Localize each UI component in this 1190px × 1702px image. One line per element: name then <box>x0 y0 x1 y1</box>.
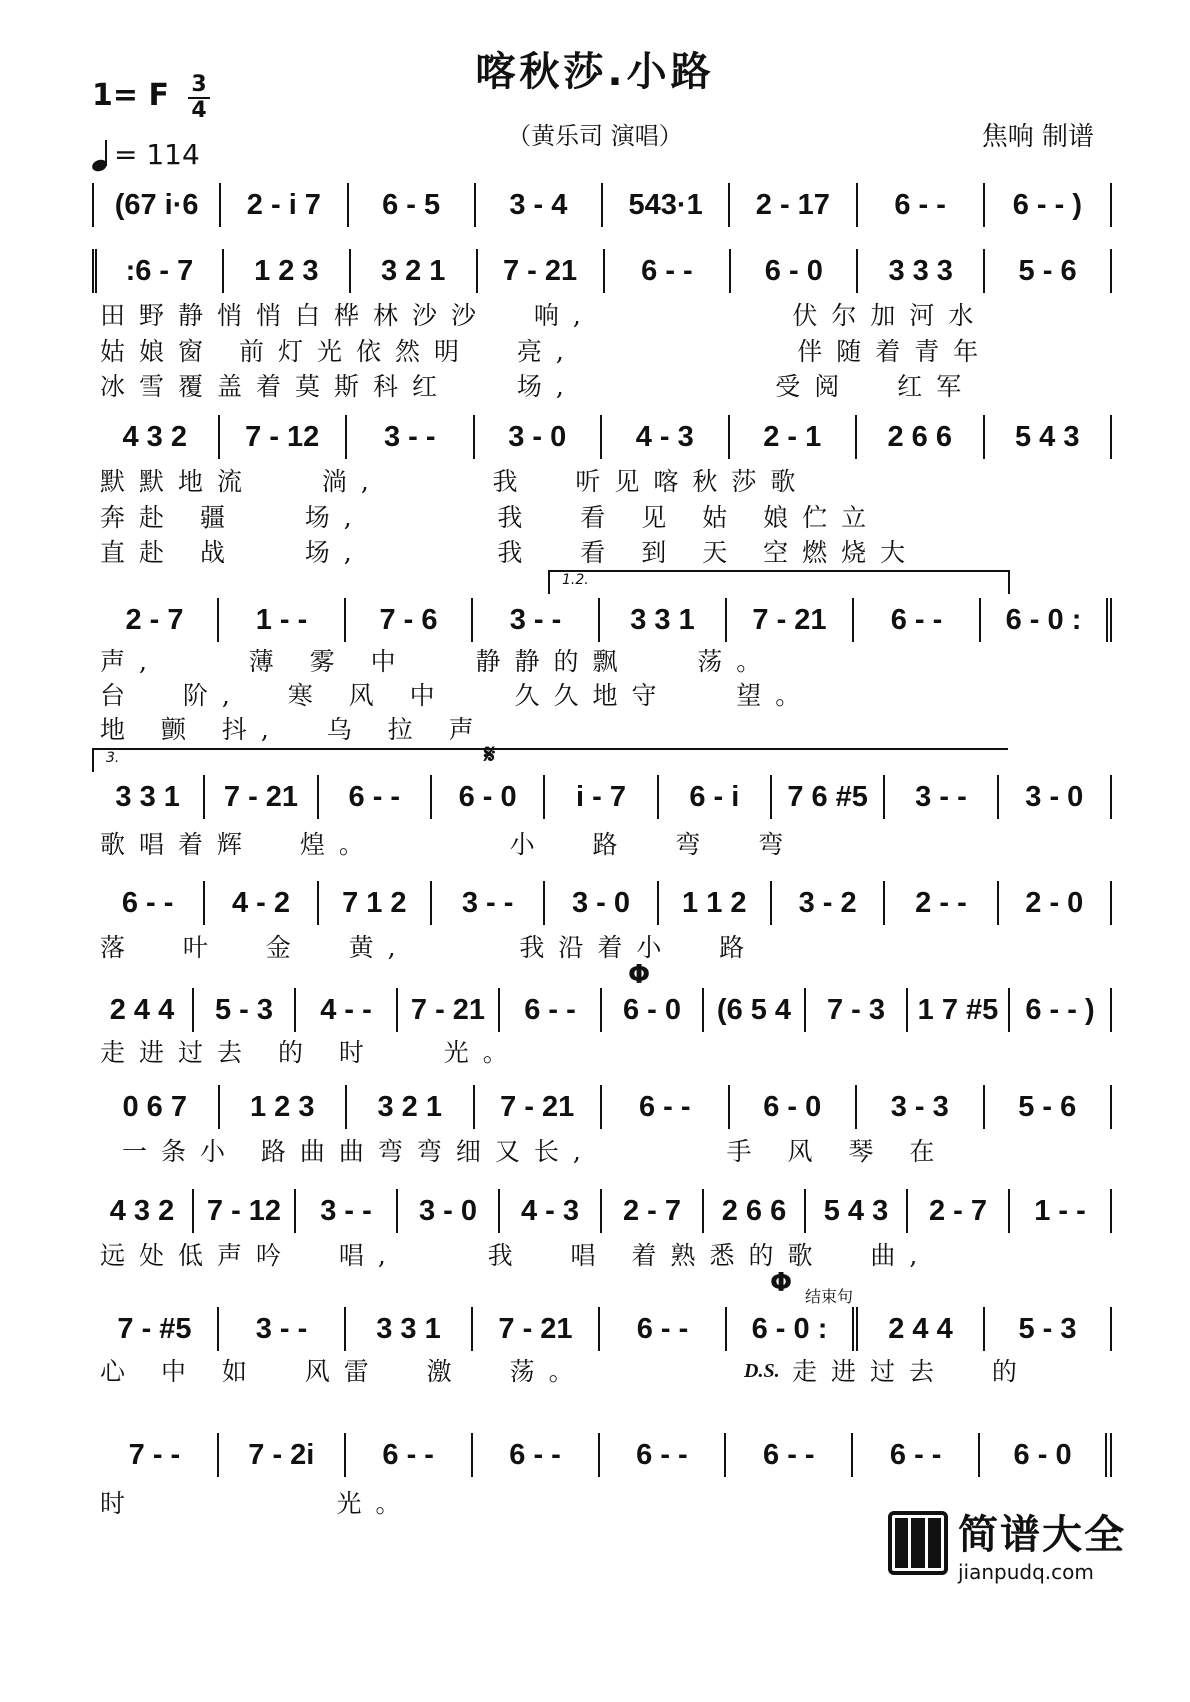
score-row-9 <box>92 1186 1112 1236</box>
volta-label: 1.2. <box>562 572 589 588</box>
logo-url: jianpudq.com <box>958 1559 1094 1584</box>
measure: 7 - 21 <box>478 249 605 293</box>
measure: 6 - 5 <box>349 183 476 227</box>
measure: 3 - 3 <box>857 1085 985 1129</box>
measure: 3 - - <box>885 775 998 819</box>
score-row-7 <box>92 985 1112 1035</box>
measure: 3 3 1 <box>346 1307 473 1351</box>
volta-bracket-2 <box>92 748 1008 772</box>
arranger-credit: 焦响 制谱 <box>981 122 1094 152</box>
measure: 2 - 7 <box>92 598 219 642</box>
measure: 5 4 3 <box>985 415 1113 459</box>
measure: 7 - 2i <box>219 1433 346 1477</box>
measure: 3 - 0 <box>999 775 1112 819</box>
lyric-line: 奔赴 疆 场, 我 看 见 姑 娘伫立 <box>100 503 881 532</box>
lyric-line: 默默地流 淌, 我 听见喀秋莎歌 <box>100 467 810 496</box>
measure: 3 3 3 <box>858 249 985 293</box>
measure: 3 - 2 <box>772 881 885 925</box>
lyric-line: 时 光。 <box>100 1489 415 1518</box>
score-row-3 <box>92 412 1112 462</box>
measure: 6 - - <box>346 1433 473 1477</box>
measure: 1 - - <box>219 598 346 642</box>
score-row-2 <box>92 246 1112 296</box>
measure: 3 - - <box>296 1189 398 1233</box>
time-signature <box>188 74 210 122</box>
measure: 1 - - <box>1010 1189 1112 1233</box>
measure: 6 - - <box>600 1307 727 1351</box>
measure: 2 - 7 <box>908 1189 1010 1233</box>
measure: 6 - 0 <box>730 1085 858 1129</box>
measure: 7 - 21 <box>727 598 854 642</box>
coda-icon: Φ <box>628 960 651 990</box>
song-title: 喀秋莎.小路 <box>475 49 715 95</box>
measure: 6 - - <box>858 183 985 227</box>
measure: 7 - 12 <box>194 1189 296 1233</box>
measure: 4 - - <box>296 988 398 1032</box>
measure: 6 - i <box>659 775 772 819</box>
meter-top: 3 <box>191 72 207 97</box>
measure: 6 - - <box>853 1433 980 1477</box>
measure: 2 - - <box>885 881 998 925</box>
measure: 3 2 1 <box>351 249 478 293</box>
score-row-5 <box>92 772 1112 822</box>
measure: 3 - - <box>432 881 545 925</box>
lyric-line: 地 颤 抖, 乌 拉 声 <box>100 715 488 744</box>
piano-keys-icon <box>888 1511 948 1575</box>
lyric-line: 台 阶, 寒 风 中 久久地守 望。 <box>100 681 815 710</box>
measure: 3 - 0 <box>545 881 658 925</box>
score-row-6 <box>92 878 1112 928</box>
measure: 2 4 4 <box>92 988 194 1032</box>
measure: 6 - - <box>500 988 602 1032</box>
measure: 5 - 6 <box>985 249 1112 293</box>
segno-icon: 𝄋 <box>484 740 496 770</box>
performer-credit: （黄乐司 演唱） <box>507 122 683 150</box>
measure: 7 - 12 <box>220 415 348 459</box>
measure: 2 - 7 <box>602 1189 704 1233</box>
measure: 3 2 1 <box>347 1085 475 1129</box>
measure: 1 2 3 <box>220 1085 348 1129</box>
lyric-line: 田野静悄悄白桦林沙沙 响, 伏尔加河水 <box>100 301 988 330</box>
measure: 1 1 2 <box>659 881 772 925</box>
measure: 7 - - <box>92 1433 219 1477</box>
measure: 7 - #5 <box>92 1307 219 1351</box>
lyric-line: 远处低声吟 唱, 我 唱 着熟悉的歌 曲, <box>100 1241 932 1270</box>
measure: 6 - - <box>92 881 205 925</box>
lyric-line: 姑娘窗 前灯光依然明 亮, 伴随着青年 <box>100 337 993 366</box>
volta-label: 3. <box>106 750 120 766</box>
meter-bottom: 4 <box>191 98 207 123</box>
logo-name: 简谱大全 <box>958 1511 1126 1558</box>
measure: 7 1 2 <box>319 881 432 925</box>
measure: 6 - 0 : <box>727 1307 858 1351</box>
lyric-line: 声, 薄 雾 中 静静的飘 荡。 <box>100 647 776 676</box>
coda-icon: Φ <box>770 1268 793 1298</box>
measure: i - 7 <box>545 775 658 819</box>
score-row-4 <box>92 595 1112 645</box>
lyric-line: 落 叶 金 黄, 我沿着小 路 <box>100 933 759 962</box>
measure: 3 - - <box>347 415 475 459</box>
measure: 6 - 0 <box>432 775 545 819</box>
measure: 7 - 6 <box>346 598 473 642</box>
measure: (6 5 4 <box>704 988 806 1032</box>
measure: 2 4 4 <box>858 1307 985 1351</box>
measure: 4 3 2 <box>92 415 220 459</box>
measure: 6 - - <box>600 1433 727 1477</box>
measure: 6 - - ) <box>985 183 1112 227</box>
measure: 3 - 0 <box>398 1189 500 1233</box>
measure: 7 - 21 <box>475 1085 603 1129</box>
lyric-line: 歌唱着辉 煌。 小 路 弯 弯 <box>100 830 798 859</box>
measure: 5 - 6 <box>985 1085 1113 1129</box>
lyric-line: 走进过去 的 时 光。 <box>100 1038 522 1067</box>
measure: 3 3 1 <box>600 598 727 642</box>
measure: 543·1 <box>603 183 730 227</box>
measure: 2 - 0 <box>999 881 1112 925</box>
score-row-1 <box>92 180 1112 230</box>
measure: 2 6 6 <box>704 1189 806 1233</box>
measure: 3 - 0 <box>475 415 603 459</box>
coda-label: 结束句 <box>805 1287 854 1306</box>
measure: 6 - - <box>473 1433 600 1477</box>
measure: 0 6 7 <box>92 1085 220 1129</box>
measure: 5 - 3 <box>985 1307 1112 1351</box>
measure: 6 - - <box>854 598 981 642</box>
score-row-8 <box>92 1082 1112 1132</box>
measure: 6 - - <box>726 1433 853 1477</box>
score-row-10 <box>92 1304 1112 1354</box>
lyric-line: 直赴 战 场, 我 看 到 天 空燃烧大 <box>100 538 920 567</box>
measure: 6 - - <box>602 1085 730 1129</box>
measure: 5 - 3 <box>194 988 296 1032</box>
measure: 4 - 2 <box>205 881 318 925</box>
volta-bracket-1 <box>548 570 1010 594</box>
measure: 3 - 4 <box>476 183 603 227</box>
measure: 6 - 0 <box>731 249 858 293</box>
measure: 7 6 #5 <box>772 775 885 819</box>
lyric-line: 冰雪覆盖着莫斯科红 场, 受阅 红军 <box>100 372 976 401</box>
site-logo <box>888 1500 1184 1586</box>
lyric-line: 心 中 如 风雷 激 荡。 <box>100 1357 588 1386</box>
measure: 7 - 21 <box>205 775 318 819</box>
measure: 3 3 1 <box>92 775 205 819</box>
measure: 4 3 2 <box>92 1189 194 1233</box>
measure: 5 4 3 <box>806 1189 908 1233</box>
measure: 6 - - ) <box>1010 988 1112 1032</box>
measure: 3 - - <box>473 598 600 642</box>
measure: 6 - 0 <box>602 988 704 1032</box>
measure: 2 - 1 <box>730 415 858 459</box>
measure: 2 6 6 <box>857 415 985 459</box>
tempo-value: = 114 <box>114 138 200 171</box>
measure: 6 - 0 <box>980 1433 1112 1477</box>
measure: 1 7 #5 <box>908 988 1010 1032</box>
key-signature: 1= F <box>92 78 169 113</box>
measure: 1 2 3 <box>224 249 351 293</box>
measure: 7 - 21 <box>473 1307 600 1351</box>
lyric-line: 走进过去 的 <box>792 1357 1031 1386</box>
measure: 6 - - <box>605 249 732 293</box>
measure: 7 - 3 <box>806 988 908 1032</box>
measure: 2 - i 7 <box>221 183 348 227</box>
measure: 6 - 0 : <box>981 598 1112 642</box>
measure: 6 - - <box>319 775 432 819</box>
measure: (67 i·6 <box>92 183 221 227</box>
measure: 4 - 3 <box>500 1189 602 1233</box>
dal-segno-mark: D.S. <box>744 1360 780 1382</box>
measure: :6 - 7 <box>92 249 224 293</box>
lyric-line: 一条小 路曲曲弯弯细又长, 手 风 琴 在 <box>100 1137 949 1166</box>
score-row-11 <box>92 1430 1112 1480</box>
measure: 4 - 3 <box>602 415 730 459</box>
measure: 3 - - <box>219 1307 346 1351</box>
measure: 2 - 17 <box>730 183 857 227</box>
measure: 7 - 21 <box>398 988 500 1032</box>
